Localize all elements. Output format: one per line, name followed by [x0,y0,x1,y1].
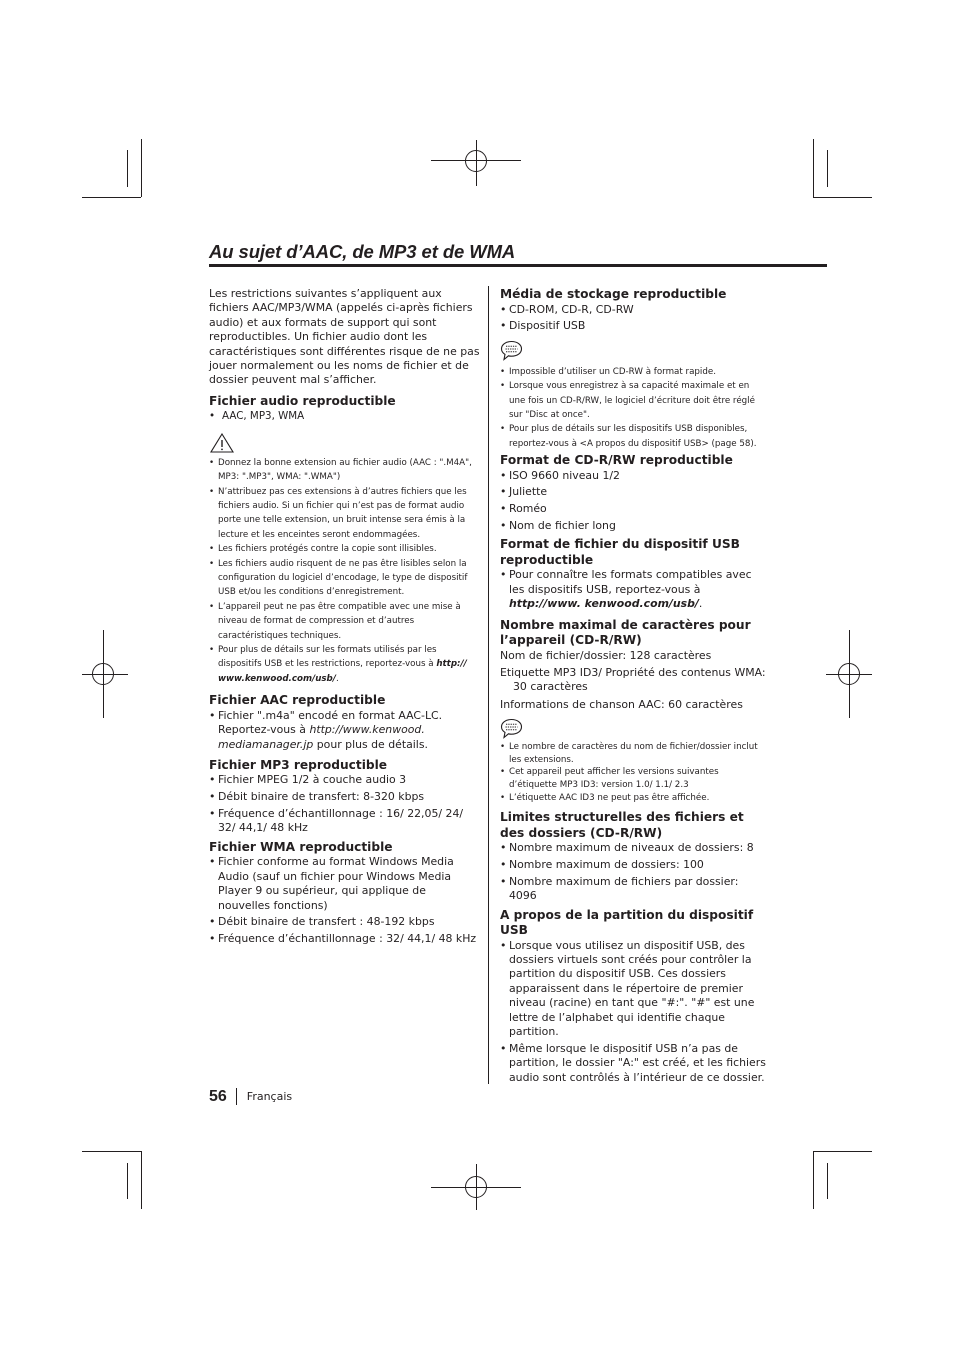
heading-usb-format: Format de fichier du dispositif USB reproductible [500,537,740,567]
wma-list [209,855,481,946]
heading-wma: Fichier WMA reproductible [209,839,393,854]
media-notes-list [500,365,768,451]
list-item: • Lorsque vous enregistrez à sa capacité maximale et en une fois un CD-R/RW, le logiciel d’écriture doit être réglé sur "Disc at once". [500,379,768,422]
max-chars-filename: Nom de fichier/dossier: 128 caractères [500,648,712,662]
aac-list [209,709,481,752]
audio-warnings-list [209,456,481,687]
list-item: • Dispositif USB [500,319,768,333]
left-column [209,287,481,949]
warning-triangle-icon [210,433,234,453]
list-item: • Le nombre de caractères du nom de fichier/dossier inclut les extensions. [500,741,768,766]
max-chars-tag-value: 30 caractères [513,680,588,694]
kenwood-usb-link[interactable]: http://www. kenwood.com/usb/ [509,597,699,611]
right-column [500,287,768,1088]
list-item: • Fichier ".m4a" encodé en format AAC-LC. Reportez-vous à http://www.kenwood. mediamanager.jp pour plus de détails. [209,709,481,752]
heading-audio-files: Fichier audio reproductible [209,393,396,408]
list-item: • Les fichiers protégés contre la copie sont illisibles. [209,542,481,556]
list-item: • Même lorsque le dispositif USB n’a pas de partition, le dossier "A:" est créé, et les fichiers audio sont contrôlés à l’intérieur de ce dossier. [500,1042,768,1085]
mediamanager-link[interactable]: http://www.kenwood. mediamanager.jp [218,723,425,751]
list-item: • N’attribuez pas ces extensions à d’autres fichiers que les fichiers audio. Si un fichier qui n’est pas de format audio porte une telle extension, un bruit intense sera émis à la lecture et les enceintes seront endommagées. [209,485,481,543]
list-item: • Donnez la bonne extension au fichier audio (AAC : ".M4A", MP3: ".MP3", WMA: ".WMA") [209,456,481,485]
usb-format-list [500,568,768,611]
heading-cd-format: Format de CD-R/RW reproductible [500,453,733,468]
heading-max-chars: Nombre maximal de caractères pour l’appareil (CD-R/RW) [500,617,751,648]
max-chars-notes-list [500,741,768,804]
list-item: • AAC, MP3, WMA [209,409,481,423]
kenwood-usb-link[interactable]: http:// www.kenwood.com/usb/ [218,659,467,684]
list-item: • Lorsque vous utilisez un dispositif USB, des dossiers virtuels sont créés pour contrôler la partition du dispositif USB. Ces dossiers apparaissent dans le répertoire de premier niveau (racine) en tant que "#:". "#" est une lettre de l’alphabet qui identifie chaque partition. [500,939,768,1040]
list-item: • Fréquence d’échantillonnage : 32/ 44,1/ 48 kHz [209,932,481,946]
heading-aac: Fichier AAC reproductible [209,693,386,708]
list-item: • Pour plus de détails sur les dispositifs USB disponibles, reportez-vous à <A propos du dispositif USB> (page 58). [500,422,768,451]
page-title: Au sujet d’AAC, de MP3 et de WMA [209,241,516,262]
media-list [500,303,768,334]
intro-paragraph: Les restrictions suivantes s’appliquent aux fichiers AAC/MP3/WMA (appelés ci-après fichiers audio) et aux formats de support qui sont reproductibles. Un fichier audio dont les caractéristiques sont différentes risque de ne pas jouer normalement ou les noms de fichier et de dossier peuvent mal s’afficher. [209,287,480,387]
column-divider [488,286,489,1084]
partition-list [500,939,768,1085]
list-item: • Débit binaire de transfert : 48-192 kbps [209,915,481,929]
heading-limits: Limites structurelles des fichiers et des dossiers (CD-R/RW) [500,810,744,840]
list-item: • Fichier MPEG 1/2 à couche audio 3 [209,773,481,787]
list-item: • CD-ROM, CD-R, CD-RW [500,303,768,317]
max-chars-aac: Informations de chanson AAC: 60 caractères [500,697,743,711]
list-item: • Fichier conforme au format Windows Media Audio (sauf un fichier pour Windows Media Player 9 ou supérieur, qui applique de nouvelles fonctions) [209,855,481,913]
page-number: 56 [209,1087,227,1105]
list-item: • Roméo [500,502,768,516]
list-item: • Pour plus de détails sur les formats utilisés par les dispositifs USB et les restrictions, reportez-vous à http:// www.kenwood.com/usb/. [209,643,481,686]
heading-media: Média de stockage reproductible [500,287,727,301]
list-item: • Impossible d’utiliser un CD-RW à format rapide. [500,365,768,379]
heading-partition: A propos de la partition du dispositif USB [500,907,754,938]
heading-mp3: Fichier MP3 reproductible [209,757,388,772]
note-speech-bubble-icon [500,340,523,361]
list-item: • Débit binaire de transfert: 8-320 kbps [209,790,481,804]
footer-language: Français [246,1090,293,1103]
list-item: • L’étiquette AAC ID3 ne peut pas être affichée. [500,792,768,805]
list-item: • Nom de fichier long [500,519,768,533]
list-item: • ISO 9660 niveau 1/2 [500,469,768,483]
page-footer [209,1086,292,1106]
list-item: • L’appareil peut ne pas être compatible avec une mise à niveau de format de compression et d’autres caractéristiques techniques. [209,600,481,643]
audio-files-list [209,409,481,423]
list-item: • Nombre maximum de dossiers: 100 [500,858,768,872]
list-item: • Cet appareil peut afficher les versions suivantes d’étiquette MP3 ID3: version 1.0/ 1.1/ 2.3 [500,766,768,791]
list-item: • Nombre maximum de fichiers par dossier: 4096 [500,875,768,904]
title-rule [209,264,827,267]
list-item: • Nombre maximum de niveaux de dossiers: 8 [500,841,768,855]
limits-list [500,841,768,903]
max-chars-tag: Etiquette MP3 ID3/ Propriété des contenus WMA: [500,666,766,680]
list-item: • Fréquence d’échantillonnage : 16/ 22,05/ 24/ 32/ 44,1/ 48 kHz [209,807,481,836]
footer-separator [236,1088,237,1105]
note-speech-bubble-icon [500,718,523,739]
list-item: • Les fichiers audio risquent de ne pas être lisibles selon la configuration du logiciel d’encodage, le type de dispositif USB et/ou les conditions d’enregistrement. [209,557,481,600]
cd-format-list [500,469,768,534]
mp3-list [209,773,481,835]
list-item: • Juliette [500,485,768,499]
list-item: • Pour connaître les formats compatibles avec les dispositifs USB, reportez-vous à http://www. kenwood.com/usb/. [500,568,768,611]
